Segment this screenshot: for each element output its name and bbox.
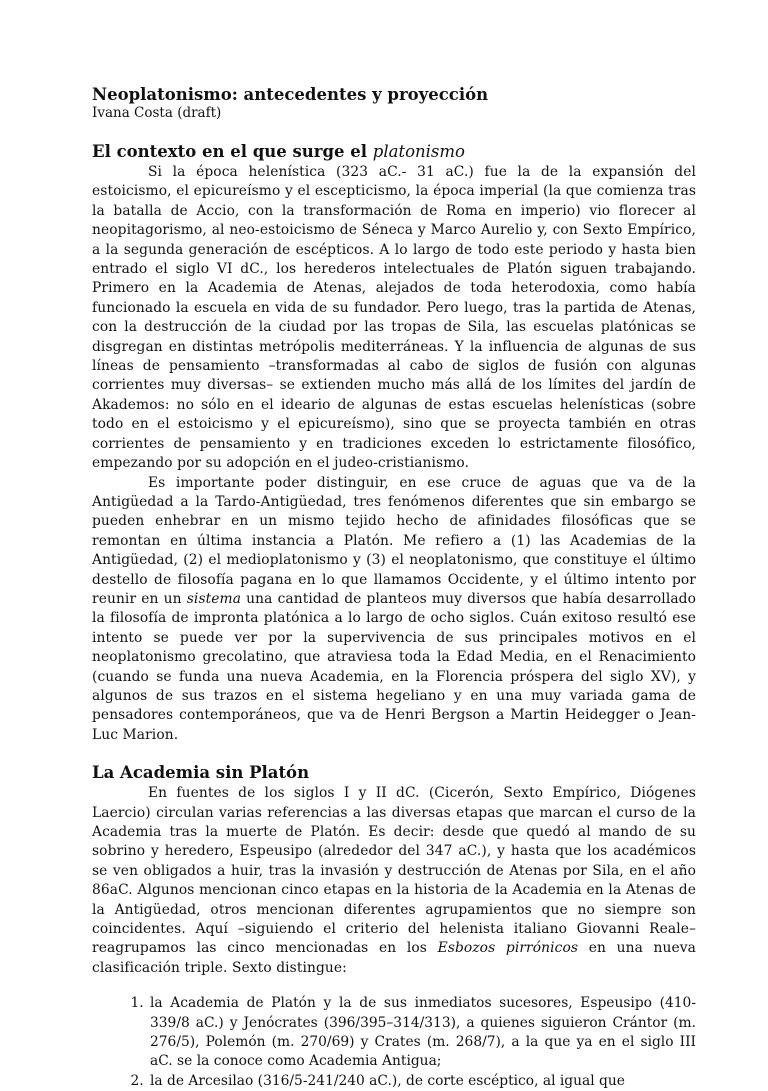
paragraph-context-2-emphasis: sistema — [186, 590, 242, 607]
paragraph-context-2 — [92, 474, 696, 746]
paragraph-academia-1-emphasis: Esbozos pirrónicos — [437, 940, 579, 957]
paragraph-academia-1-text-b: en una nueva clasificación triple. Sexto distingue: — [92, 940, 696, 976]
section-spacer — [92, 745, 696, 763]
paragraph-academia-1 — [92, 784, 696, 978]
paragraph-academia-1-text-a: En fuentes de los siglos I y II dC. (Cicerón, Sexto Empírico, Diógenes Laercio) circulan varias referencias a las diversas etapas que marcan el curso de la Academia tras la muerte de Platón. Es decir: desde que quedó al mando de su sobrino y heredero, Espeusipo (alrededor del 347 aC.), y hasta que los académicos se ven obligados a huir, tras la invasión y destrucción de Atenas por Sila, en el año 86aC. Algunos mencionan cinco etapas en la historia de la Academia en la Atenas de la Antigüedad, otros mencionan diferentes agrupamientos que no siempre son coincidentes. Aquí –siguiendo el criterio del helenista italiano Giovanni Reale– reagrupamos las cinco mencionadas en los — [92, 785, 696, 957]
section-heading-context-emphasis: platonismo — [372, 142, 465, 161]
section-heading-context-text: El contexto en el que surge el — [92, 142, 373, 161]
section-heading-context — [92, 142, 696, 162]
document-title: Neoplatonismo: antecedentes y proyección — [92, 85, 489, 104]
document-author: Ivana Costa (draft) — [92, 105, 222, 121]
paragraph-context-2-text-b: una cantidad de planteos muy diversos que había desarrollado la filosofía de impronta platónica a lo largo de ocho siglos. Cuán exitoso resultó ese intento se puede ver por la supervivencia de sus principales motivos en el neoplatonismo grecolatino, que atraviesa toda la Edad Media, en el Renacimiento (cuando se funda una nueva Academia, en la Florencia próspera del siglo XV), y algunos de sus trazos en el sistema hegeliano y en una muy variada gama de pensadores contemporáneos, que va de Henri Bergson a Martin Heidegger o Jean-Luc Marion. — [92, 590, 696, 743]
list-item: 1. la Academia de Platón y la de sus inmediatos sucesores, Espeusipo (410-339/8 aC.) y Jenócrates (396/395–314/313), a quienes siguieron Crántor (m. 276/5), Polemón (m. 270/69) y Crates (m. 268/7), a la que ya en el siglo III aC. se la conoce como Academia Antigua; — [148, 994, 696, 1072]
list-item: 2. la de Arcesilao (316/5-241/240 aC.), de corte escéptico, al igual que — [148, 1072, 696, 1091]
paragraph-context-2-text-a: Es importante poder distinguir, en ese cruce de aguas que va de la Antigüedad a la Tardo-Antigüedad, tres fenómenos diferentes que sin embargo se pueden enhebrar en un mismo tejido hecho de afinidades filosóficas que se remontan en última instancia a Platón. Me refiero a (1) las Academias de la Antigüedad, (2) el medioplatonismo y (3) el neoplatonismo, que constituye el último destello de filosofía pagana en lo que llamamos Occidente, y el último intento por reunir en un — [92, 474, 696, 607]
section-heading-academia: La Academia sin Platón — [92, 763, 310, 783]
academia-stages-list — [92, 994, 696, 1091]
paragraph-context-1: Si la época helenística (323 aC.- 31 aC.) fue la de la expansión del estoicismo, el epicureísmo y el escepticismo, la época imperial (la que comienza tras la batalla de Accio, con la transformación de Roma en imperio) vio florecer al neopitagorismo, al neo-estoicismo de Séneca y Marco Aurelio y, con Sexto Empírico, a la segunda generación de escépticos. A lo largo de todo este periodo y hasta bien entrado el siglo VI dC., los herederos intelectuales de Platón siguen trabajando. Primero en la Academia de Atenas, alejados de toda heterodoxia, como había funcionado la escuela en vida de su fundador. Pero luego, tras la partida de Atenas, con la destrucción de la ciudad por las tropas de Sila, las escuelas platónicas se disgregan en distintas metrópolis mediterráneas. Y la influencia de algunas de sus líneas de pensamiento –transformadas al cabo de siglos de fusión con algunas corrientes muy diversas– se extienden mucho más allá de los límites del jardín de Akademos: no sólo en el ideario de algunas de estas escuelas helenísticas (sobre todo en el estoicismo y el epicureísmo), sino que se proyecta también en otras corrientes de pensamiento y en tradiciones exceden lo estrictamente filosófico, empezando por su adopción en el judeo-cristianismo. — [92, 164, 696, 472]
